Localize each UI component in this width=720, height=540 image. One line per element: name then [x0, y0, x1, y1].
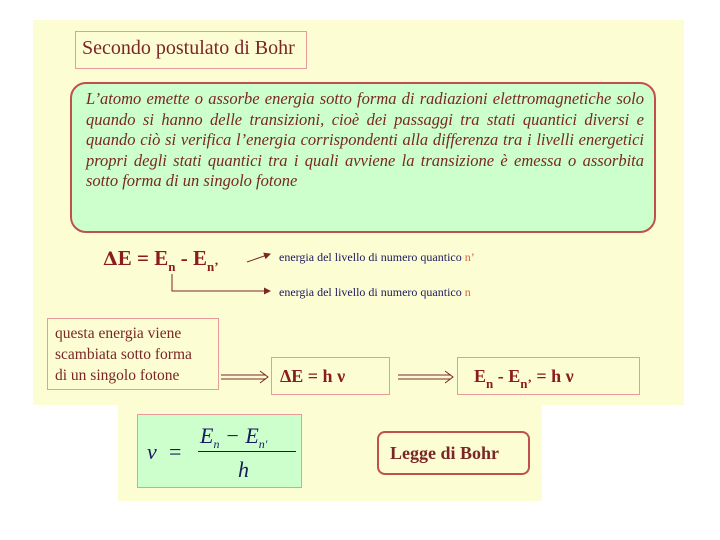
en-term-a: E [474, 366, 487, 386]
eq-lhs: E [117, 246, 132, 270]
formula-num-a: E [200, 423, 214, 448]
delta-symbol: Δ [103, 248, 118, 270]
formula-num-b: E [245, 423, 259, 448]
energy-note-line: di un singolo fotone [55, 367, 180, 384]
en-rest: = h [531, 366, 566, 386]
formula-num-minus: − [219, 423, 246, 448]
en-term-a-sub: n [486, 376, 494, 391]
page-title: Secondo postulato di Bohr [82, 37, 295, 59]
formula-denominator: h [238, 457, 249, 482]
formula-equals: = [169, 439, 182, 464]
formula-num-a-sub: n [213, 437, 220, 451]
eq-equals: = [137, 246, 149, 270]
nu-symbol: ν [565, 366, 574, 386]
postulate-text: L’atomo emette o assorbe energia sotto forma di radiazioni elettromagnetiche solo quando si hanno delle transizioni, cioè dei passaggi tra stati quantici diversi e quando ciò si verifica l’energia corrispondenti alla differenza tra i livelli energetici propri degli stati quantici tra i quali avviene la transizione è emessa o assorbita sotto forma di un singolo fotone [86, 89, 644, 191]
nu-symbol: ν [337, 366, 346, 386]
en-minus: - [493, 366, 509, 386]
law-title: Legge di Bohr [390, 443, 500, 463]
energy-note-line: questa energia viene [55, 325, 182, 342]
label-n-text: energia del livello di numero quantico [279, 285, 465, 299]
eq-term1: E [154, 246, 169, 270]
label-n-prime-text: energia del livello di numero quantico [279, 250, 465, 264]
eq-term2-sub: n’ [207, 259, 219, 274]
formula-nu: ν [147, 439, 157, 464]
delta-symbol: Δ [280, 366, 292, 386]
label-n-var: n [464, 285, 471, 299]
arrow-photon-to-difference [398, 371, 453, 383]
eq-term2: E [192, 246, 207, 270]
en-term-b: E [508, 366, 521, 386]
arrow-n [172, 274, 270, 291]
formula-num-b-sub: n' [258, 437, 268, 451]
arrow-n-prime [247, 254, 270, 262]
label-n-prime-var: n’ [464, 250, 475, 264]
energy-note-line: scambiata sotto forma [55, 346, 192, 363]
en-term-b-sub: n’ [520, 376, 532, 391]
photon-energy-text: E = h [291, 366, 338, 386]
eq-term1-sub: n [168, 259, 176, 274]
arrow-note-to-photon [221, 371, 268, 383]
eq-minus: - [180, 246, 188, 270]
